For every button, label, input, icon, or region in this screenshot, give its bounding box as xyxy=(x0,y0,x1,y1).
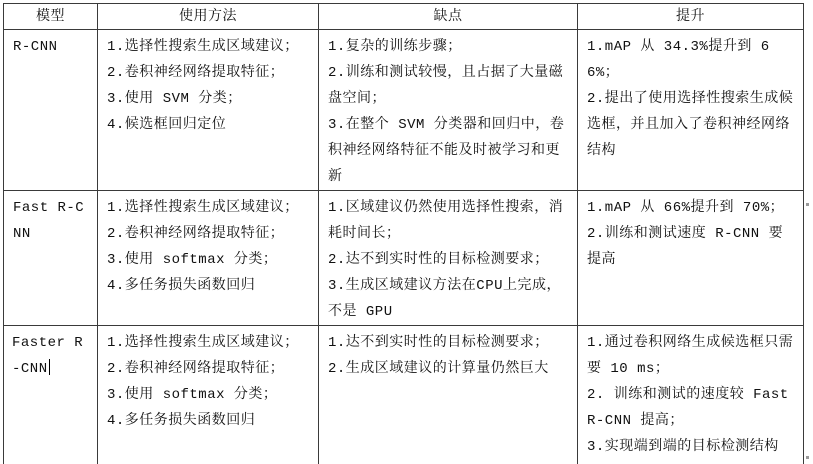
header-method[interactable]: 使用方法 xyxy=(98,4,319,30)
cons-item: 2.训练和测试较慢，且占据了大量磁盘空间； xyxy=(328,65,564,107)
method-cell[interactable] xyxy=(98,30,319,191)
model-cell[interactable] xyxy=(4,30,98,191)
method-item: 2.卷积神经网络提取特征； xyxy=(107,65,285,81)
method-cell[interactable] xyxy=(98,191,319,326)
improve-item: 2.训练和测试速度 R-CNN 要提高 xyxy=(587,226,784,268)
improve-item: 3.实现端到端的目标检测结构 xyxy=(587,439,779,455)
method-item: 2.卷积神经网络提取特征； xyxy=(107,361,285,377)
cons-cell[interactable] xyxy=(319,326,578,464)
method-item: 1.选择性搜索生成区域建议； xyxy=(107,39,299,55)
improve-item: 1.mAP 从 34.3%提升到 66%； xyxy=(587,39,770,81)
comparison-table xyxy=(3,3,804,464)
cons-item: 3.生成区域建议方法在CPU上完成，不是 GPU xyxy=(328,278,562,320)
header-model[interactable]: 模型 xyxy=(4,4,98,30)
improve-item: 1.通过卷积网络生成候选框只需要 10 ms； xyxy=(587,335,794,377)
model-cell[interactable] xyxy=(4,191,98,326)
cons-item: 3.在整个 SVM 分类器和回归中，卷积神经网络特征不能及时被学习和更新 xyxy=(328,117,565,185)
method-item: 4.候选框回归定位 xyxy=(107,117,227,133)
cons-item: 1.复杂的训练步骤； xyxy=(328,39,462,55)
method-cell[interactable] xyxy=(98,326,319,464)
table-row xyxy=(4,191,804,326)
method-item: 3.使用 softmax 分类； xyxy=(107,252,278,268)
improve-cell[interactable] xyxy=(578,191,804,326)
text-cursor xyxy=(49,359,50,375)
model-name: Faster R-CNN xyxy=(12,335,84,377)
improve-item: 1.mAP 从 66%提升到 70%； xyxy=(587,200,785,216)
method-item: 4.多任务损失函数回归 xyxy=(107,278,256,294)
cons-cell[interactable] xyxy=(319,191,578,326)
method-item: 2.卷积神经网络提取特征； xyxy=(107,226,285,242)
method-item: 3.使用 SVM 分类； xyxy=(107,91,242,107)
model-name: Fast R-CNN xyxy=(13,200,85,242)
improve-cell[interactable] xyxy=(578,30,804,191)
model-name: R-CNN xyxy=(13,39,58,55)
model-cell[interactable] xyxy=(4,326,98,464)
table-row xyxy=(4,30,804,191)
improve-item: 2.提出了使用选择性搜索生成候选框，并且加入了卷积神经网络结构 xyxy=(587,91,794,159)
cons-item: 1.达不到实时性的目标检测要求； xyxy=(328,335,549,351)
improve-item: 2. 训练和测试的速度较 Fast R-CNN 提高； xyxy=(587,387,789,429)
header-improve[interactable]: 提升 xyxy=(578,4,804,30)
cons-item: 1.区域建议仍然使用选择性搜索，消耗时间长； xyxy=(328,200,564,242)
method-item: 4.多任务损失函数回归 xyxy=(107,413,256,429)
row-end-marker xyxy=(806,203,809,206)
cons-cell[interactable] xyxy=(319,30,578,191)
table-header-row xyxy=(4,4,804,30)
cons-item: 2.达不到实时性的目标检测要求； xyxy=(328,252,549,268)
cons-item: 2.生成区域建议的计算量仍然巨大 xyxy=(328,361,549,377)
method-item: 3.使用 softmax 分类； xyxy=(107,387,278,403)
method-item: 1.选择性搜索生成区域建议； xyxy=(107,200,299,216)
method-item: 1.选择性搜索生成区域建议； xyxy=(107,335,299,351)
header-cons[interactable]: 缺点 xyxy=(319,4,578,30)
improve-cell[interactable] xyxy=(578,326,804,464)
row-end-marker xyxy=(806,456,809,459)
table-row xyxy=(4,326,804,464)
